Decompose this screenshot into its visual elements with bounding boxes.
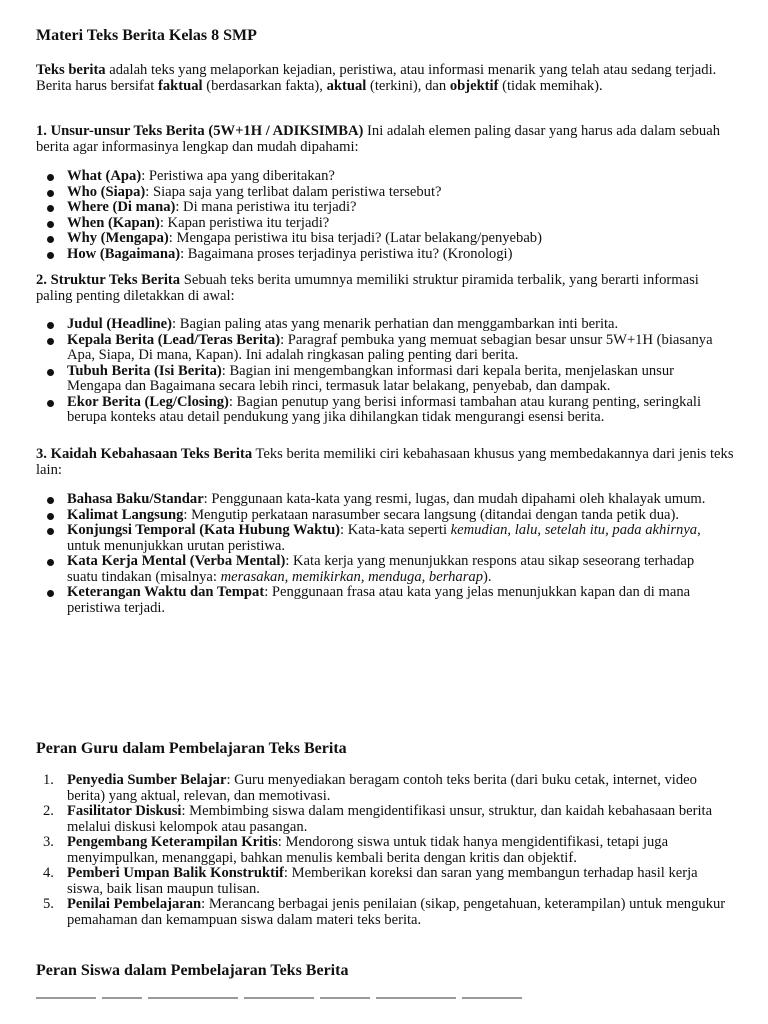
item-text: : Bagian penutup yang berisi informasi tambahan atau kurang penting, seringkali berupa konteks atau detail pendukung yang jika dihilangkan tidak mengurangi esensi berita.: [67, 393, 702, 425]
section-2-heading: 2. Struktur Teks Berita: [36, 272, 181, 288]
item-label: Pengembang Keterampilan Kritis: [67, 834, 278, 850]
list-item: [36, 523, 726, 554]
item-label: Penilai Pembelajaran: [67, 896, 202, 912]
list-item: [36, 585, 726, 616]
section-3-desc: Teks berita memiliki ciri kebahasaan khusus yang membedakannya dari jenis teks lain:: [36, 446, 734, 478]
list-item: [36, 216, 726, 232]
siswa-heading: Peran Siswa dalam Pembelajaran Teks Berita: [36, 962, 349, 979]
intro-keyword-objektif: objektif: [449, 77, 499, 94]
section-1-list: [36, 169, 726, 262]
item-text: : Mengapa peristiwa itu bisa terjadi? (Latar belakang/penyebab): [168, 230, 542, 246]
intro-text-2: (berdasarkan fakta),: [202, 77, 327, 94]
item-label: Judul (Headline): [67, 316, 173, 332]
item-label: What (Apa): [67, 168, 142, 184]
item-number: 2.: [43, 803, 54, 819]
item-text: : Merancang berbagai jenis penilaian (sikap, pengetahuan, keterampilan) untuk mengukur pemahaman dan kemampuan siswa dalam materi teks berita.: [67, 896, 726, 928]
section-2-list: [36, 317, 726, 426]
list-item: [36, 554, 726, 585]
list-item: [36, 773, 726, 804]
item-label: Kata Kerja Mental (Verba Mental): [67, 553, 286, 569]
list-item: [36, 492, 726, 508]
item-text: : Penggunaan frasa atau kata yang jelas menunjukkan kapan dan di mana peristiwa terjadi.: [67, 584, 691, 616]
guru-heading: Peran Guru dalam Pembelajaran Teks Berita: [36, 740, 347, 757]
list-item: [36, 185, 726, 201]
section-2-intro: [36, 273, 736, 304]
item-label: Penyedia Sumber Belajar: [67, 772, 227, 788]
intro-keyword-aktual: aktual: [326, 77, 367, 94]
item-text: : Mendorong siswa untuk tidak hanya mengidentifikasi, tetapi juga menyimpulkan, menanggapi, bahkan menulis kembali berita dengan kritis dan objektif.: [67, 834, 669, 866]
list-item: [36, 804, 726, 835]
section-3-heading: 3. Kaidah Kebahasaan Teks Berita: [36, 446, 253, 462]
section-3-intro: [36, 447, 736, 478]
item-label: Bahasa Baku/Standar: [67, 491, 204, 507]
list-item: [36, 835, 726, 866]
item-text: : Bagaimana proses terjadinya peristiwa itu? (Kronologi): [180, 245, 513, 262]
section-3-list: [36, 492, 726, 616]
item-text: : Memberikan koreksi dan saran yang membangun terhadap hasil kerja siswa, baik lisan maupun tulisan.: [67, 865, 698, 897]
item-text: : Guru menyediakan beragam contoh teks berita (dari buku cetak, internet, video berita) yang aktual, relevan, dan memotivasi.: [67, 772, 697, 804]
item-label: How (Bagaimana): [67, 245, 181, 262]
item-text: : Membimbing siswa dalam mengidentifikasi unsur, struktur, dan kaidah kebahasaan berita melalui diskusi kelompok atau pasangan.: [67, 803, 713, 835]
item-text: : Penggunaan kata-kata yang resmi, lugas, dan mudah dipahami oleh khalayak umum.: [203, 491, 706, 507]
item-text: : Peristiwa apa yang diberitakan?: [141, 168, 335, 184]
item-label: Kepala Berita (Lead/Teras Berita): [67, 331, 281, 348]
intro-text-1: adalah teks yang melaporkan kejadian, peristiwa, atau informasi menarik yang telah atau sedang terjadi. Berita harus bersifat: [36, 62, 717, 94]
item-italic: merasakan, memikirkan, menduga, berharap: [220, 568, 483, 585]
cut-off-text-line: [36, 990, 736, 1002]
item-text: : Kapan peristiwa itu terjadi?: [159, 214, 330, 231]
item-text: : Kata-kata seperti: [340, 522, 451, 538]
item-text: : Mengutip perkataan narasumber secara langsung (ditandai dengan tanda petik dua).: [183, 506, 679, 523]
intro-paragraph: [36, 63, 736, 94]
section-1-intro: [36, 124, 736, 155]
section-1-desc: Ini adalah elemen paling dasar yang harus ada dalam sebuah berita agar informasinya lengkap dan mudah dipahami:: [36, 123, 720, 155]
item-label: Keterangan Waktu dan Tempat: [67, 584, 265, 600]
section-2-desc: Sebuah teks berita umumnya memiliki struktur piramida terbalik, yang berarti informasi paling penting diletakkan di awal:: [36, 272, 699, 304]
item-text: : Siapa saja yang terlibat dalam peristiwa tersebut?: [145, 183, 442, 200]
item-italic: kemudian, lalu, setelah itu, pada akhirnya: [450, 522, 698, 538]
list-item: [36, 169, 726, 185]
list-item: [36, 364, 726, 395]
item-text: : Di mana peristiwa itu terjadi?: [175, 199, 357, 215]
item-number: 3.: [43, 834, 54, 850]
item-text-2: ).: [483, 568, 492, 585]
document-title: Materi Teks Berita Kelas 8 SMP: [36, 27, 257, 44]
item-label: Konjungsi Temporal (Kata Hubung Waktu): [67, 522, 341, 538]
item-label: When (Kapan): [67, 214, 160, 231]
item-label: Ekor Berita (Leg/Closing): [67, 393, 229, 410]
item-label: Fasilitator Diskusi: [67, 803, 182, 819]
intro-term: Teks berita: [36, 62, 106, 78]
item-label: Why (Mengapa): [67, 230, 169, 246]
item-text: : Bagian ini mengembangkan informasi dari kepala berita, menjelaskan unsur Mengapa dan Bagaimana secara lebih rinci, termasuk latar belakang, penyebab, dan dampak.: [67, 362, 675, 394]
list-item: [36, 200, 726, 216]
item-label: Pemberi Umpan Balik Konstruktif: [67, 865, 284, 881]
intro-keyword-faktual: faktual: [157, 77, 203, 94]
item-text: : Bagian paling atas yang menarik perhatian dan menggambarkan inti berita.: [172, 316, 619, 332]
item-text: : Kata kerja yang menunjukkan respons atau sikap seseorang terhadap suatu tindakan (misalnya:: [67, 553, 695, 585]
item-text-2: , untuk menunjukkan urutan peristiwa.: [67, 522, 701, 554]
list-item: [36, 508, 726, 524]
intro-text-4: (tidak memihak).: [498, 77, 603, 94]
item-number: 1.: [43, 772, 54, 788]
list-item: [36, 866, 726, 897]
item-text: : Paragraf pembuka yang memuat sebagian besar unsur 5W+1H (biasanya Apa, Siapa, Di mana, Kapan). Ini adalah ringkasan paling penting dari berita.: [67, 331, 713, 363]
list-item: [36, 231, 726, 247]
guru-list: [36, 773, 726, 928]
item-label: Where (Di mana): [67, 199, 176, 215]
list-item: [36, 333, 726, 364]
item-label: Who (Siapa): [67, 183, 146, 200]
list-item: [36, 317, 726, 333]
item-label: Kalimat Langsung: [67, 506, 184, 523]
item-number: 5.: [43, 896, 54, 912]
list-item: [36, 395, 726, 426]
list-item: [36, 897, 726, 928]
list-item: [36, 247, 726, 263]
section-1-heading: 1. Unsur-unsur Teks Berita (5W+1H / ADIKSIMBA): [36, 123, 364, 139]
intro-text-3: (terkini), dan: [366, 77, 450, 94]
item-label: Tubuh Berita (Isi Berita): [67, 362, 222, 379]
item-number: 4.: [43, 865, 54, 881]
